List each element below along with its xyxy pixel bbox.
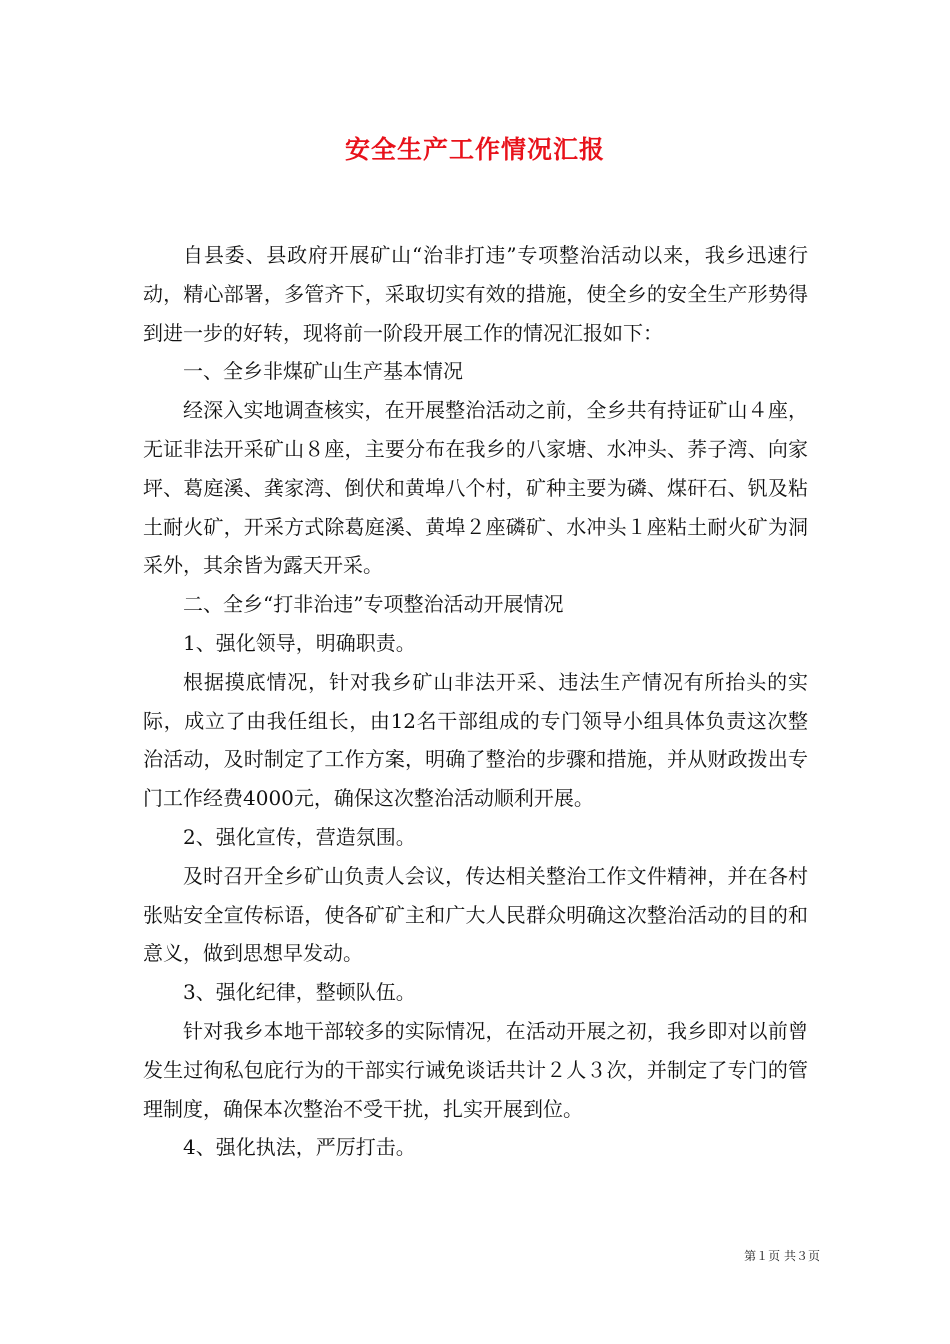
subheading-enforcement: 4、强化执法，严厉打击。 bbox=[183, 1135, 416, 1160]
paragraph-leadership: 根据摸底情况，针对我乡矿山非法开采、违法生产情况有所抬头的实际，成立了由我任组长，由12名干部组成的专门领导小组具体负责这次整治活动，及时制定了工作方案，明确了整治的步骤和措施，并从财政拨出专门工作经费4000元，确保这次整治活动顺利开展。 bbox=[143, 669, 808, 811]
page-number-footer: 第１页 共３页 bbox=[744, 1249, 820, 1263]
paragraph-intro: 自县委、县政府开展矿山“治非打违”专项整治活动以来，我乡迅速行动，精心部署，多管齐下，采取切实有效的措施，使全乡的安全生产形势得到进一步的好转，现将前一阶段开展工作的情况汇报如下： bbox=[143, 243, 808, 345]
document-body bbox=[143, 236, 808, 1167]
section-heading-1: 一、全乡非煤矿山生产基本情况 bbox=[183, 359, 463, 384]
paragraph-discipline: 针对我乡本地干部较多的实际情况，在活动开展之初，我乡即对以前曾发生过徇私包庇行为的干部实行诫免谈话共计２人３次，并制定了专门的管理制度，确保本次整治不受干扰，扎实开展到位。 bbox=[143, 1018, 808, 1121]
subheading-leadership: 1、强化领导，明确职责。 bbox=[183, 630, 416, 655]
paragraph-mine-survey: 经深入实地调查核实，在开展整治活动之前，全乡共有持证矿山４座，无证非法开采矿山８座，主要分布在我乡的八家塘、水冲头、荞子湾、向家坪、葛庭溪、龚家湾、倒伏和黄埠八个村，矿种主要为磷、煤矸石、钒及粘土耐火矿，开采方式除葛庭溪、黄埠２座磷矿、水冲头１座粘土耐火矿为洞采外，其余皆为露天开采。 bbox=[143, 398, 808, 578]
subheading-discipline: 3、强化纪律，整顿队伍。 bbox=[183, 980, 416, 1005]
document-title: 安全生产工作情况汇报 bbox=[344, 135, 605, 164]
paragraph-publicity: 及时召开全乡矿山负责人会议，传达相关整治工作文件精神，并在各村张贴安全宣传标语，使各矿矿主和广大人民群众明确这次整治活动的目的和意义，做到思想早发动。 bbox=[143, 863, 808, 966]
section-heading-2: 二、全乡“打非治违”专项整治活动开展情况 bbox=[183, 592, 564, 617]
subheading-publicity: 2、强化宣传，营造氛围。 bbox=[183, 824, 416, 849]
